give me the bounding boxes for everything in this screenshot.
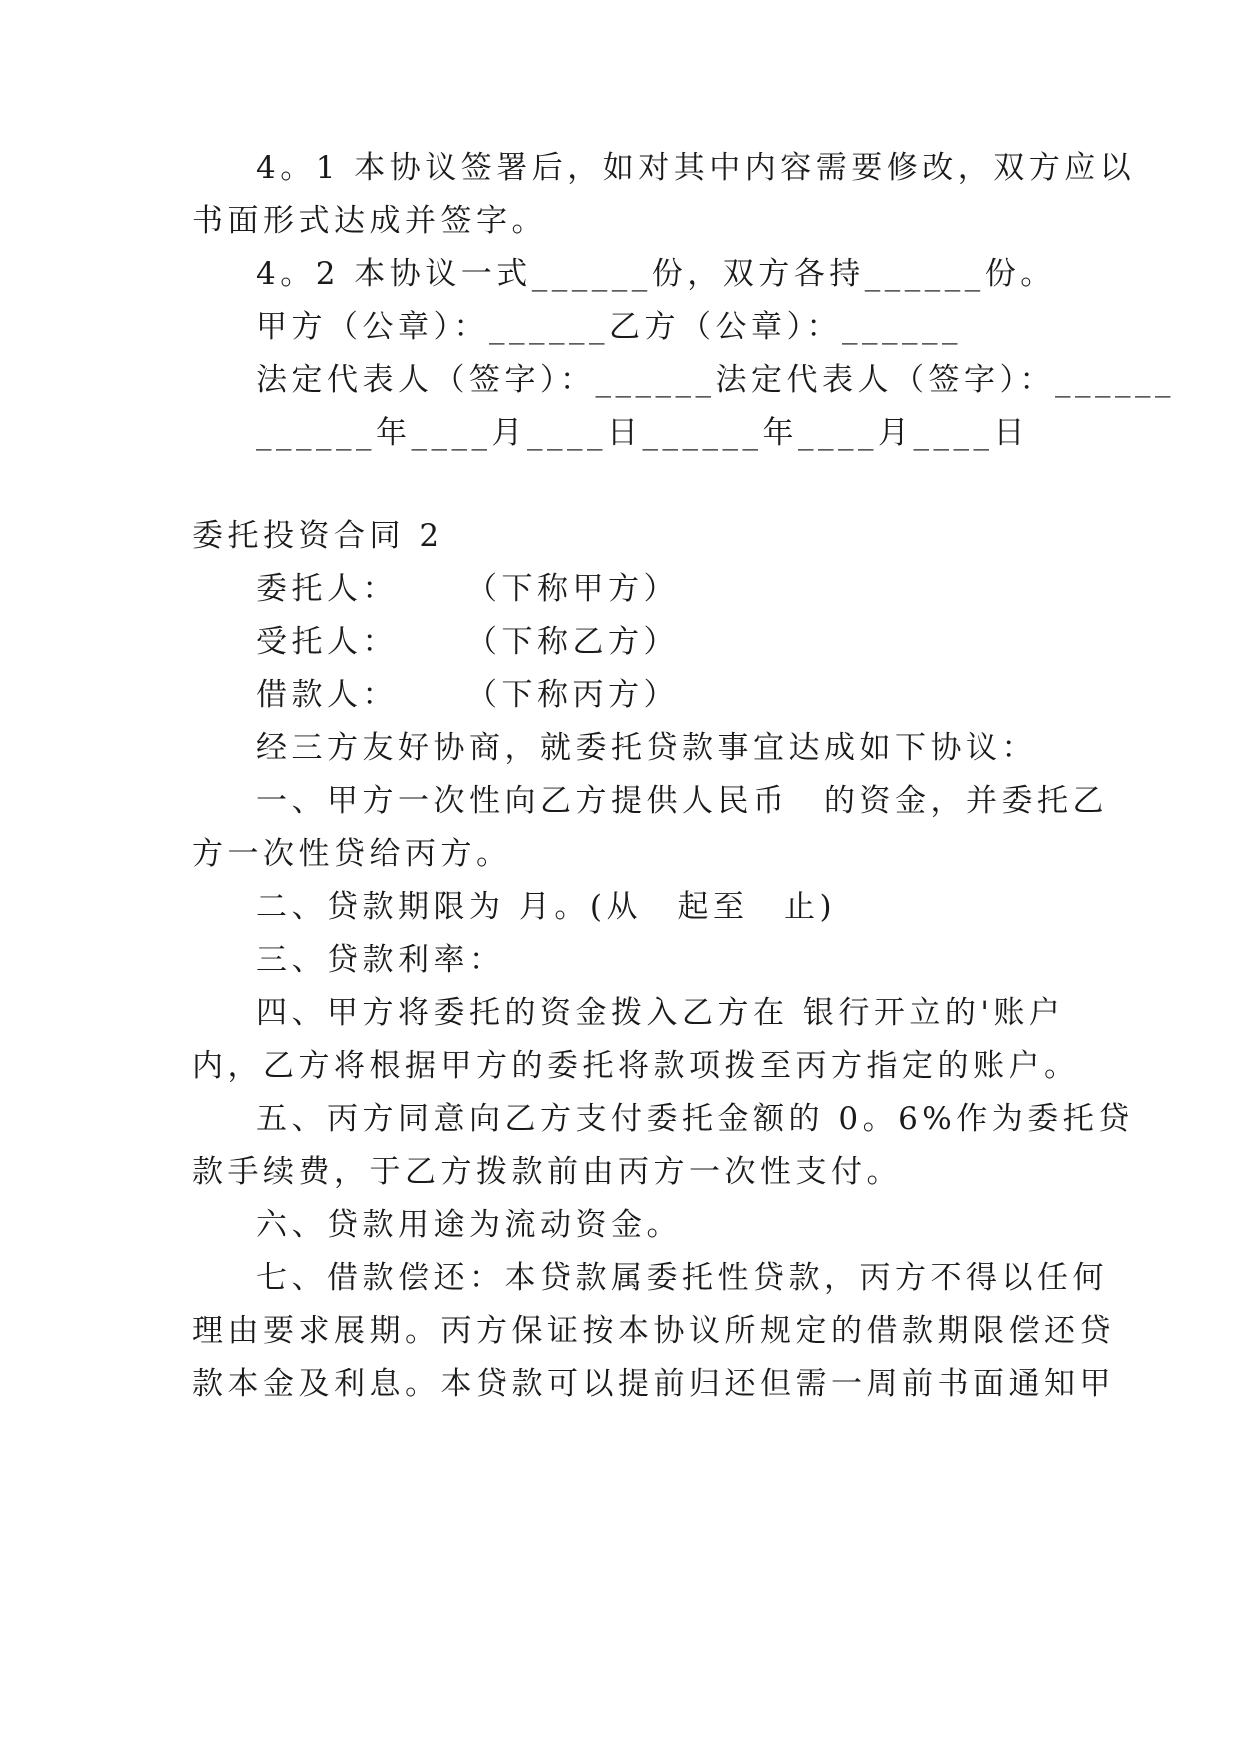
clause-4-1-line-2: 书面形式达成并签字。 — [192, 203, 547, 239]
clause-7-line-1: 七、借款偿还：本贷款属委托性贷款，丙方不得以任何 — [256, 1260, 1108, 1296]
clause-3: 三、贷款利率： — [256, 942, 505, 978]
clause-2: 二、贷款期限为 月。(从 起至 止) — [256, 889, 837, 925]
clause-6: 六、贷款用途为流动资金。 — [256, 1207, 682, 1243]
seal-signature-line: 甲方（公章）：______乙方（公章）：______ — [256, 309, 962, 345]
contract-title: 委托投资合同 2 — [192, 518, 444, 554]
clause-4-2: 4。2 本协议一式______份，双方各持______份。 — [256, 256, 1056, 292]
clause-1-line-2: 方一次性贷给丙方。 — [192, 836, 512, 872]
party-trustee — [256, 622, 1052, 662]
clause-7-line-3: 款本金及利息。本贷款可以提前归还但需一周前书面通知甲 — [192, 1366, 1115, 1402]
clause-5-line-1: 五、丙方同意向乙方支付委托金额的 0。6%作为委托贷 — [256, 1101, 1134, 1137]
clause-7-line-2: 理由要求展期。丙方保证按本协议所规定的借款期限偿还贷 — [192, 1313, 1115, 1349]
clause-5-line-2: 款手续费，于乙方拨款前由丙方一次性支付。 — [192, 1154, 902, 1190]
clause-4-1-line-1: 4。1 本协议签署后，如对其中内容需要修改，双方应以 — [256, 150, 1136, 186]
legal-representative-line: 法定代表人（签字）：______法定代表人（签字）：______ — [256, 362, 1175, 398]
clause-1-line-1: 一、甲方一次性向乙方提供人民币 的资金，并委托乙 — [256, 783, 1108, 819]
party-note: （下称甲方） — [466, 571, 679, 607]
party-role: 委托人： — [256, 571, 398, 607]
party-role: 受托人： — [256, 624, 398, 660]
clause-4-line-2: 内，乙方将根据甲方的委托将款项拨至丙方指定的账户。 — [192, 1048, 1080, 1084]
party-note: （下称丙方） — [466, 677, 679, 713]
date-line: ______年____月____日______年____月____日 — [256, 415, 1029, 451]
party-note: （下称乙方） — [466, 624, 679, 660]
intro-paragraph: 经三方友好协商，就委托贷款事宜达成如下协议： — [256, 730, 1037, 766]
clause-4-line-1: 四、甲方将委托的资金拨入乙方在 银行开立的'账户 — [256, 995, 1065, 1031]
party-entrustor — [256, 569, 1052, 609]
party-role: 借款人： — [256, 677, 398, 713]
party-borrower — [256, 675, 1052, 715]
